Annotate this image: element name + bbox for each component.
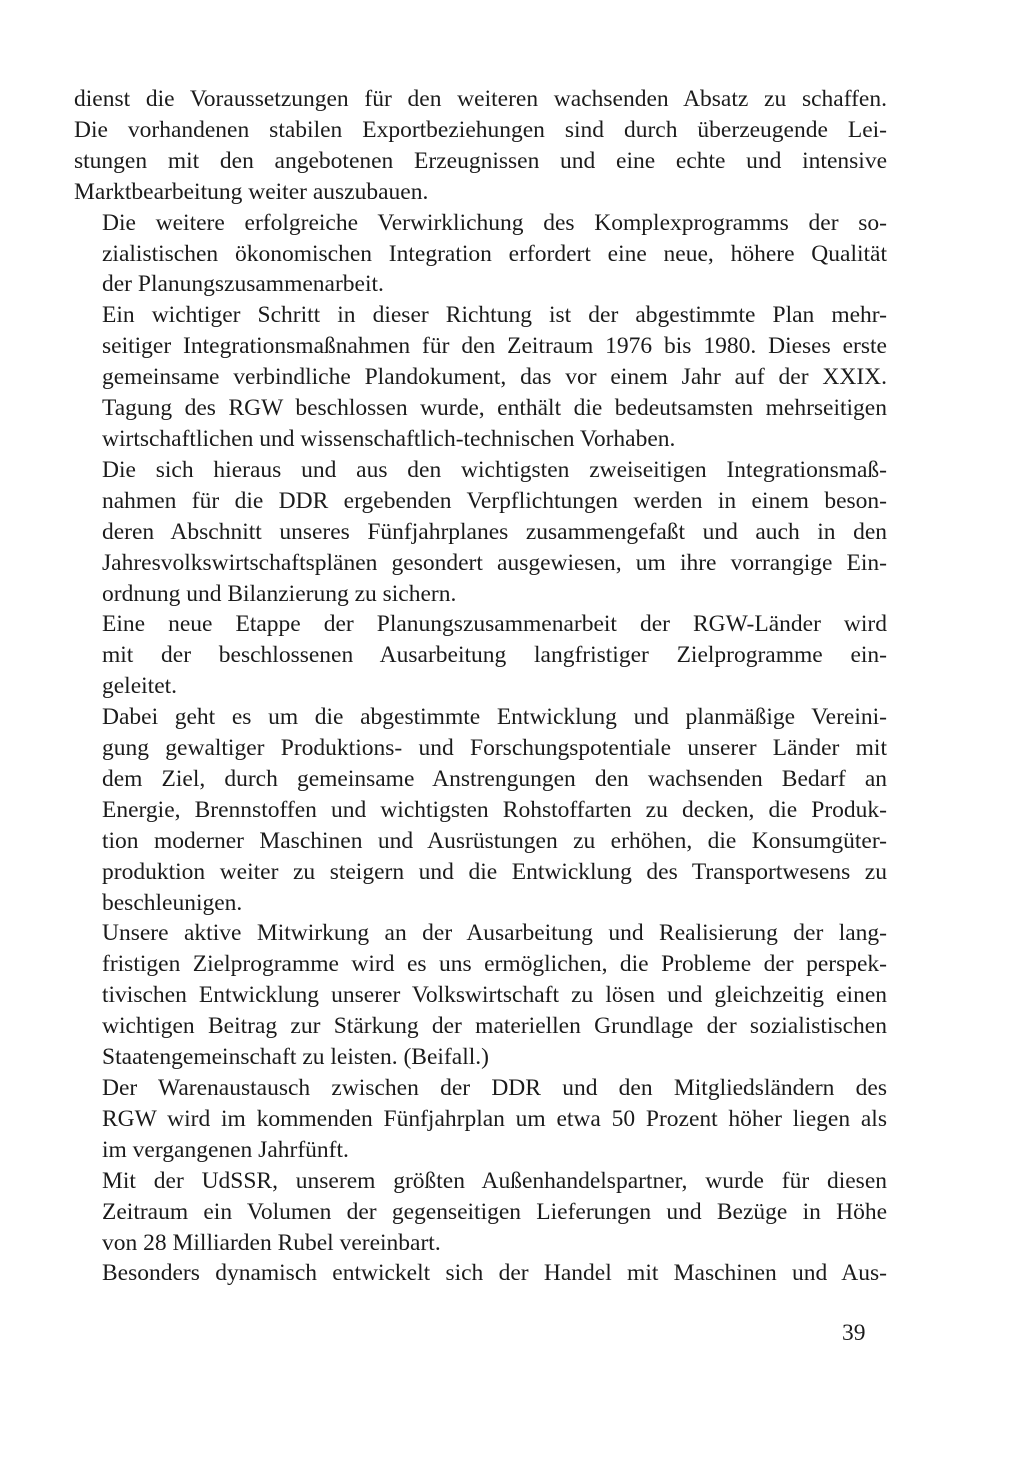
text-line: Die weitere erfolgreiche Verwirklichung des Komplexprogramms der so-: [102, 209, 887, 236]
text-line: seitiger Integrationsmaßnahmen für den Zeitraum 1976 bis 1980. Dieses erste: [102, 333, 887, 360]
text-line: deren Abschnitt unseres Fünfjahrplanes zusammengefaßt und auch in den: [102, 518, 887, 545]
text-line: tion moderner Maschinen und Ausrüstungen zu erhöhen, die Konsumgüter-: [102, 827, 887, 854]
text-line: Der Warenaustausch zwischen der DDR und den Mitgliedsländern des: [102, 1075, 887, 1101]
paragraph: [74, 455, 887, 610]
text-line: fristigen Zielprogramme wird es uns ermöglichen, die Probleme der perspek-: [102, 951, 887, 978]
text-line: Energie, Brennstoffen und wichtigsten Rohstoffarten zu decken, die Produk-: [102, 796, 887, 823]
text-line: Tagung des RGW beschlossen wurde, enthält die bedeutsamsten mehrseitigen: [102, 395, 887, 422]
text-line: wichtigen Beitrag zur Stärkung der materiellen Grundlage der sozialistischen: [102, 1013, 887, 1040]
text-line: Besonders dynamisch entwickelt sich der Handel mit Maschinen und Aus-: [102, 1260, 887, 1287]
text-line: Staatengemeinschaft zu leisten. (Beifall.): [102, 1044, 489, 1071]
text-line: Marktbearbeitung weiter auszubauen.: [74, 178, 429, 205]
paragraph: [74, 918, 887, 1073]
text-line: Zeitraum ein Volumen der gegenseitigen Lieferungen und Bezüge in Höhe: [102, 1198, 887, 1225]
text-line: RGW wird im kommenden Fünfjahrplan um etwa 50 Prozent höher liegen als: [102, 1105, 887, 1132]
text-line: tivischen Entwicklung unserer Volkswirtschaft zu lösen und gleichzeitig einen: [102, 982, 887, 1009]
text-line: ordnung und Bilanzierung zu sichern.: [102, 580, 457, 607]
text-line: mit der beschlossenen Ausarbeitung langfristiger Zielprogramme ein-: [102, 642, 887, 669]
text-line: beschleunigen.: [102, 889, 243, 916]
text-line: stungen mit den angebotenen Erzeugnissen und eine echte und intensive: [74, 147, 887, 174]
text-line: dienst die Voraussetzungen für den weiteren wachsenden Absatz zu schaffen.: [74, 86, 887, 112]
page-number: 39: [842, 1320, 866, 1346]
paragraph: [74, 1166, 887, 1259]
text-line: nahmen für die DDR ergebenden Verpflichtungen werden in einem beson-: [102, 487, 887, 514]
text-line: gemeinsame verbindliche Plandokument, das vor einem Jahr auf der XXIX.: [102, 364, 887, 391]
text-line: wirtschaftlichen und wissenschaftlich-technischen Vorhaben.: [102, 425, 676, 452]
text-line: zialistischen ökonomischen Integration erfordert eine neue, höhere Qualität: [102, 240, 887, 267]
text-line: gung gewaltiger Produktions- und Forschungspotentiale unserer Länder mit: [102, 735, 887, 762]
text-line: produktion weiter zu steigern und die Entwicklung des Transportwesens zu: [102, 858, 887, 885]
text-line: dem Ziel, durch gemeinsame Anstrengungen den wachsenden Bedarf an: [102, 765, 887, 792]
text-line: Unsere aktive Mitwirkung an der Ausarbeitung und Realisierung der lang-: [102, 920, 887, 947]
text-line: Ein wichtiger Schritt in dieser Richtung ist der abgestimmte Plan mehr-: [102, 302, 887, 329]
text-line: Jahresvolkswirtschaftsplänen gesondert ausgewiesen, um ihre vorrangige Ein-: [102, 549, 887, 576]
paragraph: [74, 1258, 887, 1289]
text-line: Dabei geht es um die abgestimmte Entwicklung und planmäßige Vereini-: [102, 704, 887, 731]
paragraph: [74, 84, 887, 208]
text-line: Mit der UdSSR, unserem größten Außenhandelspartner, wurde für diesen: [102, 1167, 887, 1194]
text-line: Eine neue Etappe der Planungszusammenarbeit der RGW-Länder wird: [102, 611, 887, 638]
paragraph: [74, 300, 887, 455]
text-line: der Planungszusammenarbeit.: [102, 271, 384, 298]
text-line: im vergangenen Jahrfünft.: [102, 1136, 349, 1163]
text-line: Die sich hieraus und aus den wichtigsten zweiseitigen Integrationsmaß-: [102, 456, 887, 483]
text-line: Die vorhandenen stabilen Exportbeziehungen sind durch überzeugende Lei-: [74, 116, 887, 143]
text-line: geleitet.: [102, 673, 178, 700]
paragraph: [74, 208, 887, 301]
body-text: [74, 84, 887, 1289]
text-line: von 28 Milliarden Rubel vereinbart.: [102, 1229, 441, 1256]
paragraph: [74, 1073, 887, 1166]
paragraph: [74, 609, 887, 702]
paragraph: [74, 702, 887, 918]
